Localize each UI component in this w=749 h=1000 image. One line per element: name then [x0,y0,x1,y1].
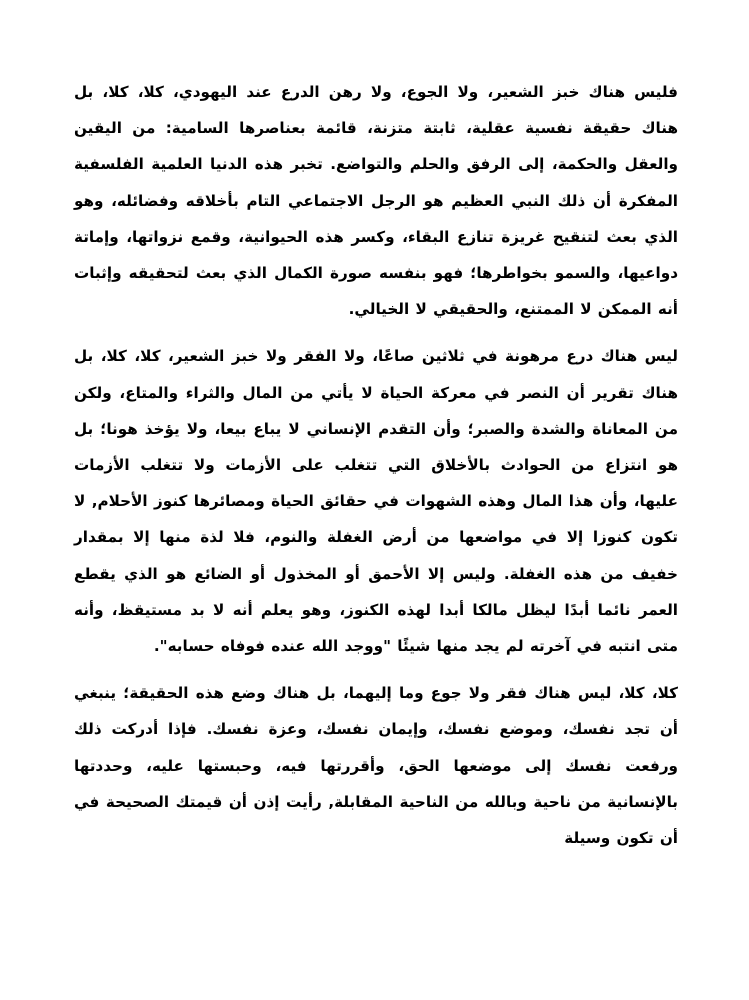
document-page [74,74,678,856]
paragraph-1: فليس هناك خبز الشعير، ولا الجوع، ولا رهن الدرع عند اليهودي، كلا، كلا، بل هناك حقيقة نفسية عقلية، ثابتة متزنة، قائمة بعناصرها السامية: من اليقين والعقل والحكمة، إلى الرفق والحلم والتواضع. تخبر هذه الدنيا العلمية الفلسفية المفكرة أن ذلك النبي العظيم هو الرجل الاجتماعي التام بأخلاقه وفضائله، وهو الذي بعث لتنقيح غريزة تنازع البقاء، وكسر هذه الحيوانية، وقمع نزواتها، وإماتة دواعيها، والسمو بخواطرها؛ فهو بنفسه صورة الكمال الذي بعث لتحقيقه وإثبات أنه الممكن لا الممتنع، والحقيقي لا الخيالي. [74,83,678,319]
paragraph-3: كلا، كلا، ليس هناك فقر ولا جوع وما إليهما، بل هناك وضع هذه الحقيقة؛ ينبغي أن تجد نفسك، وموضع نفسك، وإيمان نفسك، وعزة نفسك. فإذا أدركت ذلك ورفعت نفسك إلى موضعها الحق، وأقررتها فيه، وحبستها عليه، وحددتها بالإنسانية من ناحية وبالله من الناحية المقابلة, رأيت إذن أن قيمتك الصحيحة في أن تكون وسيلة [74,684,678,848]
paragraph-2: ليس هناك درع مرهونة في ثلاثين صاعًا، ولا الفقر ولا خبز الشعير، كلا، كلا، بل هناك تقرير أن النصر في معركة الحياة لا يأتي من المال والثراء والمتاع، ولكن من المعاناة والشدة والصبر؛ وأن التقدم الإنساني لا يباع بيعا، ولا يؤخذ هونا؛ بل هو انتزاع من الحوادث بالأخلاق التي تتغلب على الأزمات ولا تتغلب الأزمات عليها، وأن هذا المال وهذه الشهوات في حقائق الحياة ومصائرها كنوز الأحلام, لا تكون كنوزا إلا في مواضعها من أرض الغفلة والنوم، فلا لذة منها إلا بمقدار خفيف من هذه الغفلة. وليس إلا الأحمق أو المخذول أو الضائع هو الذي يقطع العمر نائما أبدًا ليظل مالكا أبدا لهذه الكنوز، وهو يعلم أنه لا بد مستيقظ، وأنه متى انتبه في آخرته لم يجد منها شيئًا "ووجد الله عنده فوفاه حسابه". [74,347,678,656]
